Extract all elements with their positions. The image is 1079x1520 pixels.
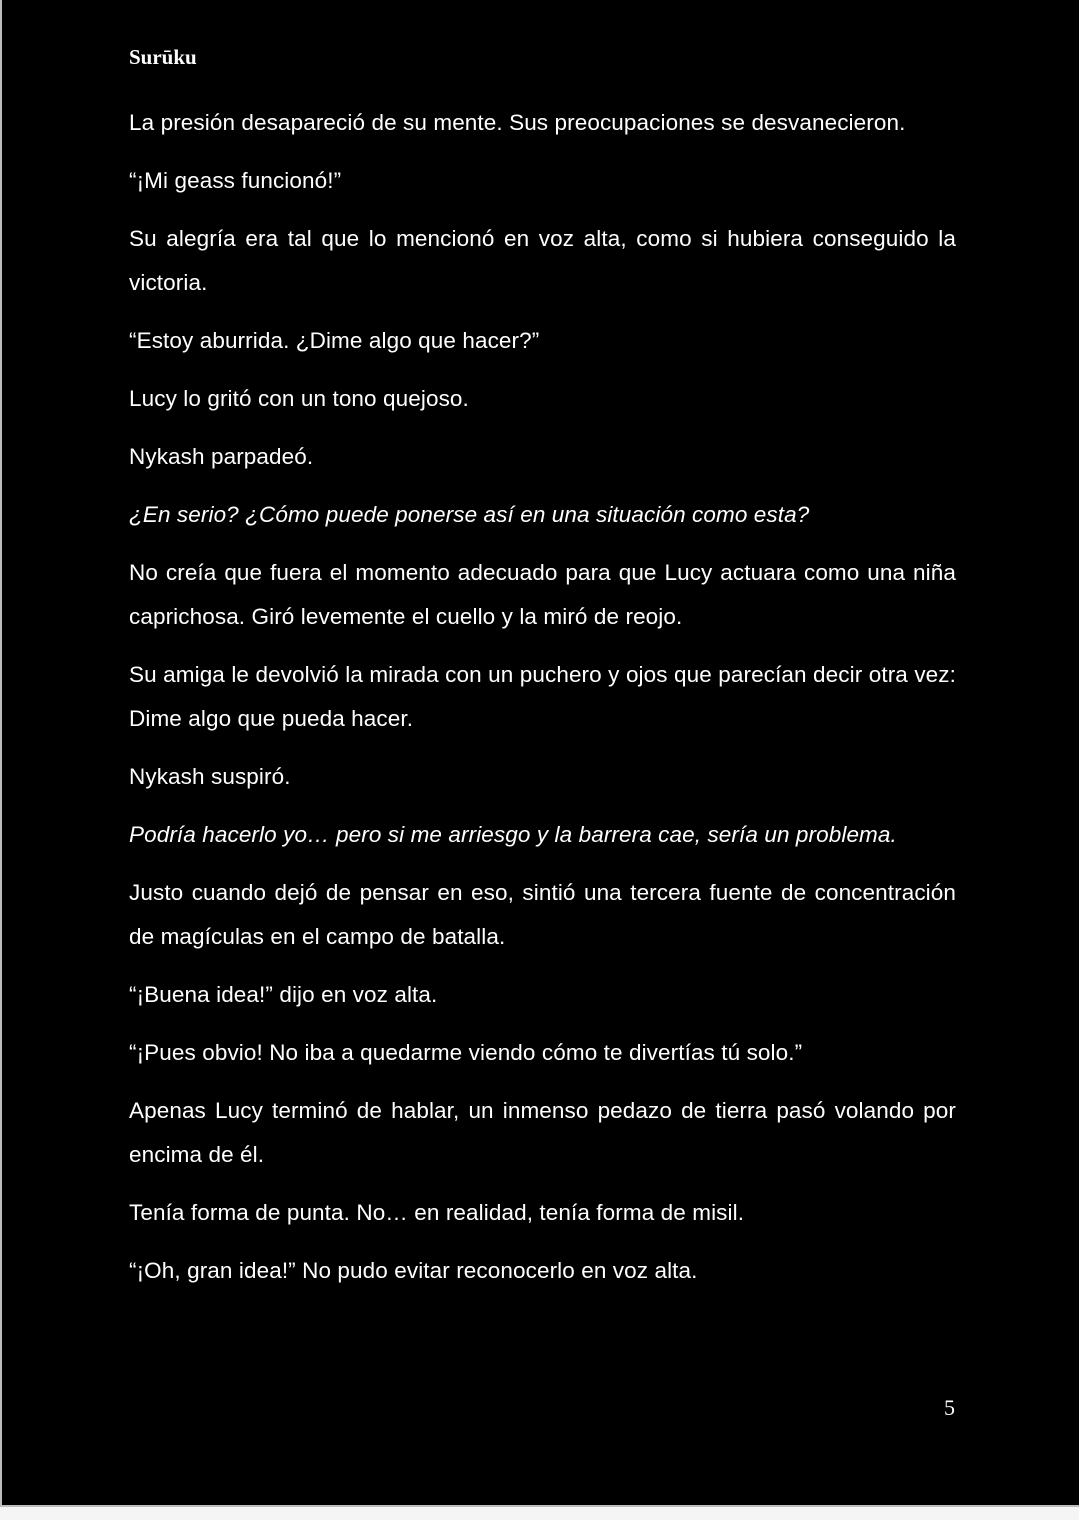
paragraph: Justo cuando dejó de pensar en eso, sintió una tercera fuente de concentración de magículas en el campo de batalla. [129,880,956,949]
paragraph-dialogue: “¡Mi geass funcionó!” [129,168,342,193]
paragraph: La presión desapareció de su mente. Sus preocupaciones se desvanecieron. [129,110,906,135]
paragraph: Apenas Lucy terminó de hablar, un inmenso pedazo de tierra pasó volando por encima de él. [129,1098,956,1167]
running-header: Surūku [129,45,197,69]
paragraph-thought: Podría hacerlo yo… pero si me arriesgo y la barrera cae, sería un problema. [129,822,897,847]
paragraph: No creía que fuera el momento adecuado para que Lucy actuara como una niña caprichosa. Giró levemente el cuello y la miró de reojo. [129,560,956,629]
paragraph: Su alegría era tal que lo mencionó en voz alta, como si hubiera conseguido la victoria. [129,226,956,295]
paragraph: Nykash parpadeó. [129,444,314,469]
paragraph: Nykash suspiró. [129,764,291,789]
body-text [129,101,956,1307]
paragraph-dialogue: “¡Buena idea!” dijo en voz alta. [129,982,438,1007]
paragraph: Tenía forma de punta. No… en realidad, tenía forma de misil. [129,1200,745,1225]
paragraph-dialogue: “¡Pues obvio! No iba a quedarme viendo cómo te divertías tú solo.” [129,1040,803,1065]
paragraph-dialogue: “Estoy aburrida. ¿Dime algo que hacer?” [129,328,540,353]
paragraph: Su amiga le devolvió la mirada con un puchero y ojos que parecían decir otra vez: Dime algo que pueda hacer. [129,662,956,731]
paragraph-thought: ¿En serio? ¿Cómo puede ponerse así en una situación como esta? [129,502,810,527]
page-number: 5 [944,1395,955,1420]
paragraph: Lucy lo gritó con un tono quejoso. [129,386,469,411]
paragraph-dialogue: “¡Oh, gran idea!” No pudo evitar reconocerlo en voz alta. [129,1258,698,1283]
